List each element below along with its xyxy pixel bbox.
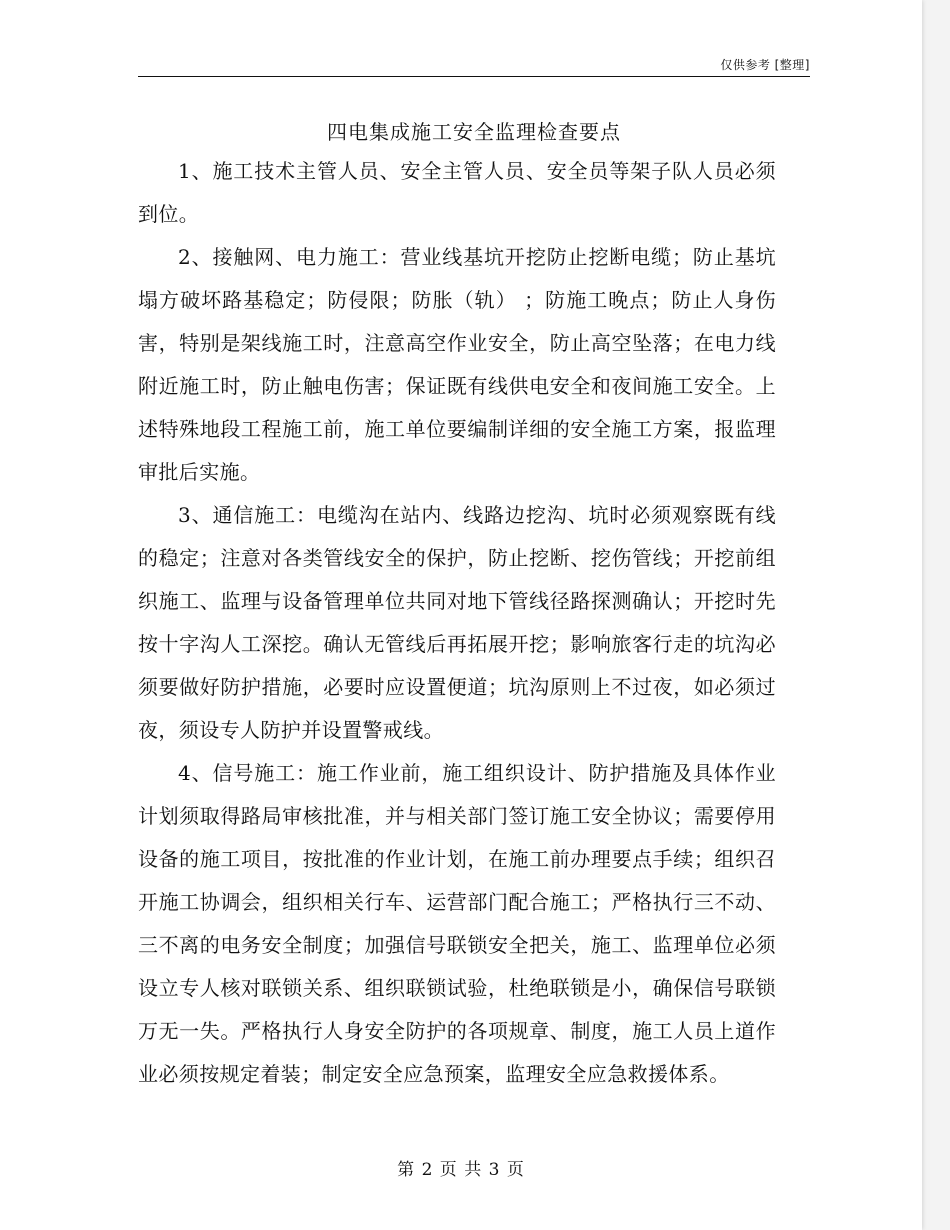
paragraph-3: 3、通信施工：电缆沟在站内、线路边挖沟、坑时必须观察既有线的稳定；注意对各类管线安全的保护，防止挖断、挖伤管线；开挖前组织施工、监理与设备管理单位共同对地下管线径路探测确认；开挖时先按十字沟人工深挖。确认无管线后再拓展开挖；影响旅客行走的坑沟必须要做好防护措施，必要时应设置便道；坑沟原则上不过夜，如必须过夜，须设专人防护并设置警戒线。: [138, 503, 776, 742]
document-body: [138, 150, 776, 1096]
header-divider: [138, 76, 810, 77]
paragraph-1: 1、施工技术主管人员、安全主管人员、安全员等架子队人员必须到位。: [138, 159, 776, 226]
header-note: 仅供参考 [整理]: [720, 58, 810, 72]
document-title: 四电集成施工安全监理检查要点: [327, 120, 621, 144]
paragraph-2: 2、接触网、电力施工：营业线基坑开挖防止挖断电缆；防止基坑塌方破坏路基稳定；防侵限；防胀（轨） ；防施工晚点；防止人身伤害，特别是架线施工时，注意高空作业安全，防止高空坠落；在电力线附近施工时，防止触电伤害；保证既有线供电安全和夜间施工安全。上述特殊地段工程施工前，施工单位要编制详细的安全施工方案，报监理审批后实施。: [138, 245, 776, 484]
paragraph-4: 4、信号施工：施工作业前，施工组织设计、防护措施及具体作业计划须取得路局审核批准，并与相关部门签订施工安全协议；需要停用设备的施工项目，按批准的作业计划，在施工前办理要点手续；组织召开施工协调会，组织相关行车、运营部门配合施工；严格执行三不动、三不离的电务安全制度；加强信号联锁安全把关，施工、监理单位必须设立专人核对联锁关系、组织联锁试验，杜绝联锁是小，确保信号联锁万无一失。严格执行人身安全防护的各项规章、制度，施工人员上道作业必须按规定着装；制定安全应急预案，监理安全应急救援体系。: [138, 761, 776, 1086]
page-number-footer: 第 2 页 共 3 页: [397, 1160, 525, 1180]
